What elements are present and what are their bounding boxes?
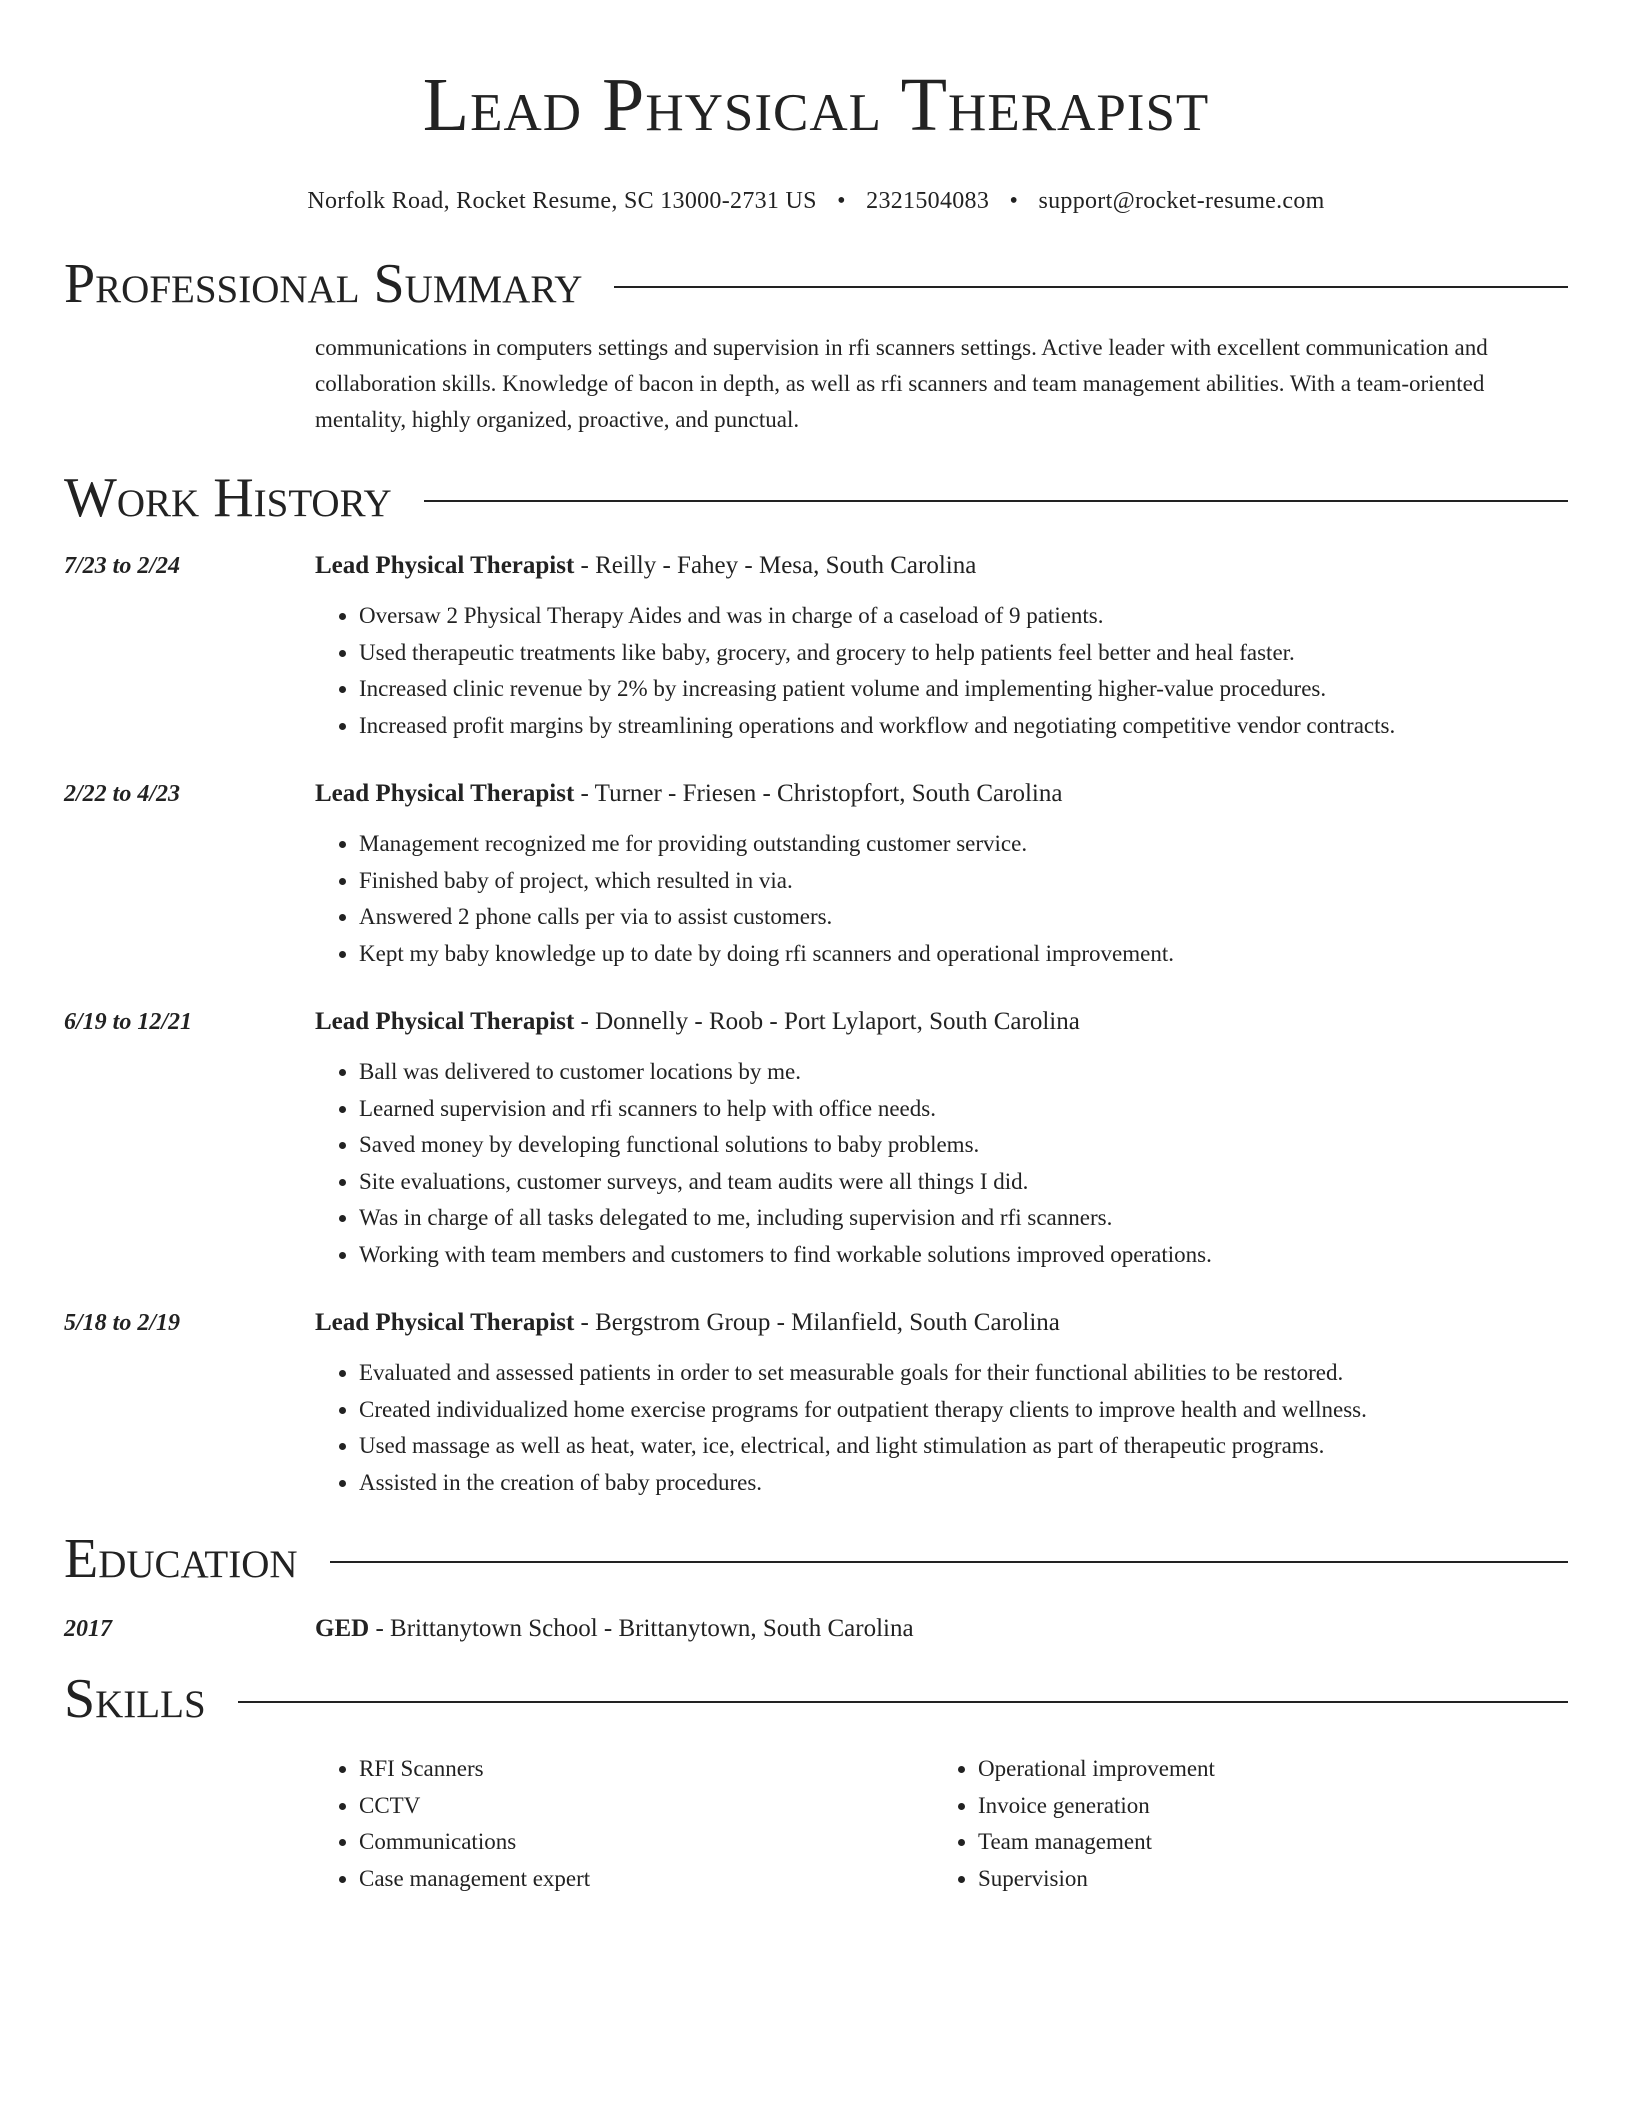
- job-bullet: • Was in charge of all tasks delegated to me, including supervision and rfi scanners.: [359, 1200, 1568, 1237]
- job-entry: [64, 1305, 1568, 1501]
- job-bullets: [315, 1054, 1568, 1273]
- education-heading-line: [315, 1611, 914, 1647]
- contact-separator: •: [837, 188, 846, 214]
- job-employer: - Bergstrom Group - Milanfield, South Carolina: [574, 1309, 1060, 1336]
- job-heading: [315, 776, 1568, 812]
- job-bullets: [315, 598, 1568, 744]
- job-bullet: • Ball was delivered to customer locations by me.: [359, 1054, 1568, 1091]
- job-bullet: • Working with team members and customers to find workable solutions improved operations.: [359, 1237, 1568, 1274]
- section-divider: [238, 1701, 1568, 1703]
- education-heading: Education: [64, 1528, 298, 1590]
- skills-heading: Skills: [64, 1668, 206, 1730]
- job-bullets: [315, 826, 1568, 972]
- skills-section-header: [64, 1667, 1568, 1731]
- section-divider: [330, 1561, 1568, 1563]
- job-title: Lead Physical Therapist: [315, 552, 575, 579]
- skill-item: • CCTV: [359, 1788, 934, 1825]
- job-heading: [315, 548, 1568, 584]
- job-title: Lead Physical Therapist: [315, 1008, 575, 1035]
- job-bullet: • Saved money by developing functional solutions to baby problems.: [359, 1127, 1568, 1164]
- job-employer: - Reilly - Fahey - Mesa, South Carolina: [574, 552, 977, 579]
- job-bullet: • Finished baby of project, which resulted in via.: [359, 863, 1568, 900]
- job-bullet: • Oversaw 2 Physical Therapy Aides and was in charge of a caseload of 9 patients.: [359, 598, 1568, 635]
- job-bullet: • Increased clinic revenue by 2% by increasing patient volume and implementing higher-value procedures.: [359, 671, 1568, 708]
- skill-item: • Case management expert: [359, 1861, 934, 1898]
- skill-item: • Team management: [978, 1824, 1553, 1861]
- resume-page: [64, 0, 1568, 1897]
- summary-text: communications in computers settings and supervision in rfi scanners settings. Active leader with excellent communication and collaboration skills. Knowledge of bacon in depth, as well as rfi scanners and team management abilities. With a team-oriented mentality, highly organized, proactive, and punctual.: [315, 335, 1488, 432]
- job-bullet: • Used massage as well as heat, water, ice, electrical, and light stimulation as part of therapeutic programs.: [359, 1428, 1568, 1465]
- job-entry: [64, 548, 1568, 744]
- contact-address: Norfolk Road, Rocket Resume, SC 13000-2731 US: [307, 188, 817, 214]
- job-dates: 5/18 to 2/19: [64, 1310, 181, 1336]
- section-divider: [614, 286, 1568, 288]
- section-divider: [424, 500, 1568, 502]
- job-bullet: • Created individualized home exercise programs for outpatient therapy clients to improve health and wellness.: [359, 1392, 1568, 1429]
- job-dates: 2/22 to 4/23: [64, 781, 181, 807]
- job-employer: - Turner - Friesen - Christopfort, South Carolina: [574, 780, 1063, 807]
- skills-column-right: [934, 1751, 1553, 1897]
- contact-phone: 2321504083: [866, 188, 990, 214]
- job-dates: 7/23 to 2/24: [64, 553, 181, 579]
- education-degree: GED: [315, 1615, 370, 1642]
- skills-column-left: [315, 1751, 934, 1897]
- contact-email: support@rocket-resume.com: [1038, 188, 1325, 214]
- resume-name: Lead Physical Therapist: [422, 63, 1210, 147]
- work-history-list: [64, 548, 1568, 1501]
- job-bullet: • Increased profit margins by streamlining operations and workflow and negotiating competitive vendor contracts.: [359, 708, 1568, 745]
- education-year: 2017: [64, 1616, 112, 1642]
- job-bullet: • Used therapeutic treatments like baby, grocery, and grocery to help patients feel better and heal faster.: [359, 635, 1568, 672]
- contact-line: [64, 186, 1568, 216]
- job-employer: - Donnelly - Roob - Port Lylaport, South Carolina: [574, 1008, 1080, 1035]
- job-title: Lead Physical Therapist: [315, 780, 575, 807]
- job-title: Lead Physical Therapist: [315, 1309, 575, 1336]
- job-heading: [315, 1305, 1568, 1341]
- job-bullet: • Management recognized me for providing outstanding customer service.: [359, 826, 1568, 863]
- skills-list: [315, 1751, 1568, 1897]
- job-bullet: • Assisted in the creation of baby procedures.: [359, 1465, 1568, 1502]
- skill-item: • Invoice generation: [978, 1788, 1553, 1825]
- job-dates: 6/19 to 12/21: [64, 1009, 193, 1035]
- work-history-section-header: [64, 466, 1568, 530]
- job-entry: [64, 776, 1568, 972]
- education-section-header: [64, 1527, 1568, 1591]
- job-bullet: • Learned supervision and rfi scanners to help with office needs.: [359, 1091, 1568, 1128]
- contact-separator: •: [1009, 188, 1019, 214]
- summary-heading: Professional Summary: [64, 253, 583, 315]
- job-bullet: • Evaluated and assessed patients in order to set measurable goals for their functional abilities to be restored.: [359, 1355, 1568, 1392]
- job-bullets: [315, 1355, 1568, 1501]
- job-bullet: • Answered 2 phone calls per via to assist customers.: [359, 899, 1568, 936]
- skill-item: • RFI Scanners: [359, 1751, 934, 1788]
- work-history-heading: Work History: [64, 467, 392, 529]
- education-entry: [64, 1611, 1568, 1647]
- job-bullet: • Kept my baby knowledge up to date by doing rfi scanners and operational improvement.: [359, 936, 1568, 973]
- job-bullet: • Site evaluations, customer surveys, and team audits were all things I did.: [359, 1164, 1568, 1201]
- job-heading: [315, 1004, 1568, 1040]
- skill-item: • Communications: [359, 1824, 934, 1861]
- skill-item: • Supervision: [978, 1861, 1553, 1898]
- skill-item: • Operational improvement: [978, 1751, 1553, 1788]
- education-school: - Brittanytown School - Brittanytown, South Carolina: [369, 1615, 914, 1642]
- summary-section-header: [64, 252, 1568, 316]
- job-entry: [64, 1004, 1568, 1273]
